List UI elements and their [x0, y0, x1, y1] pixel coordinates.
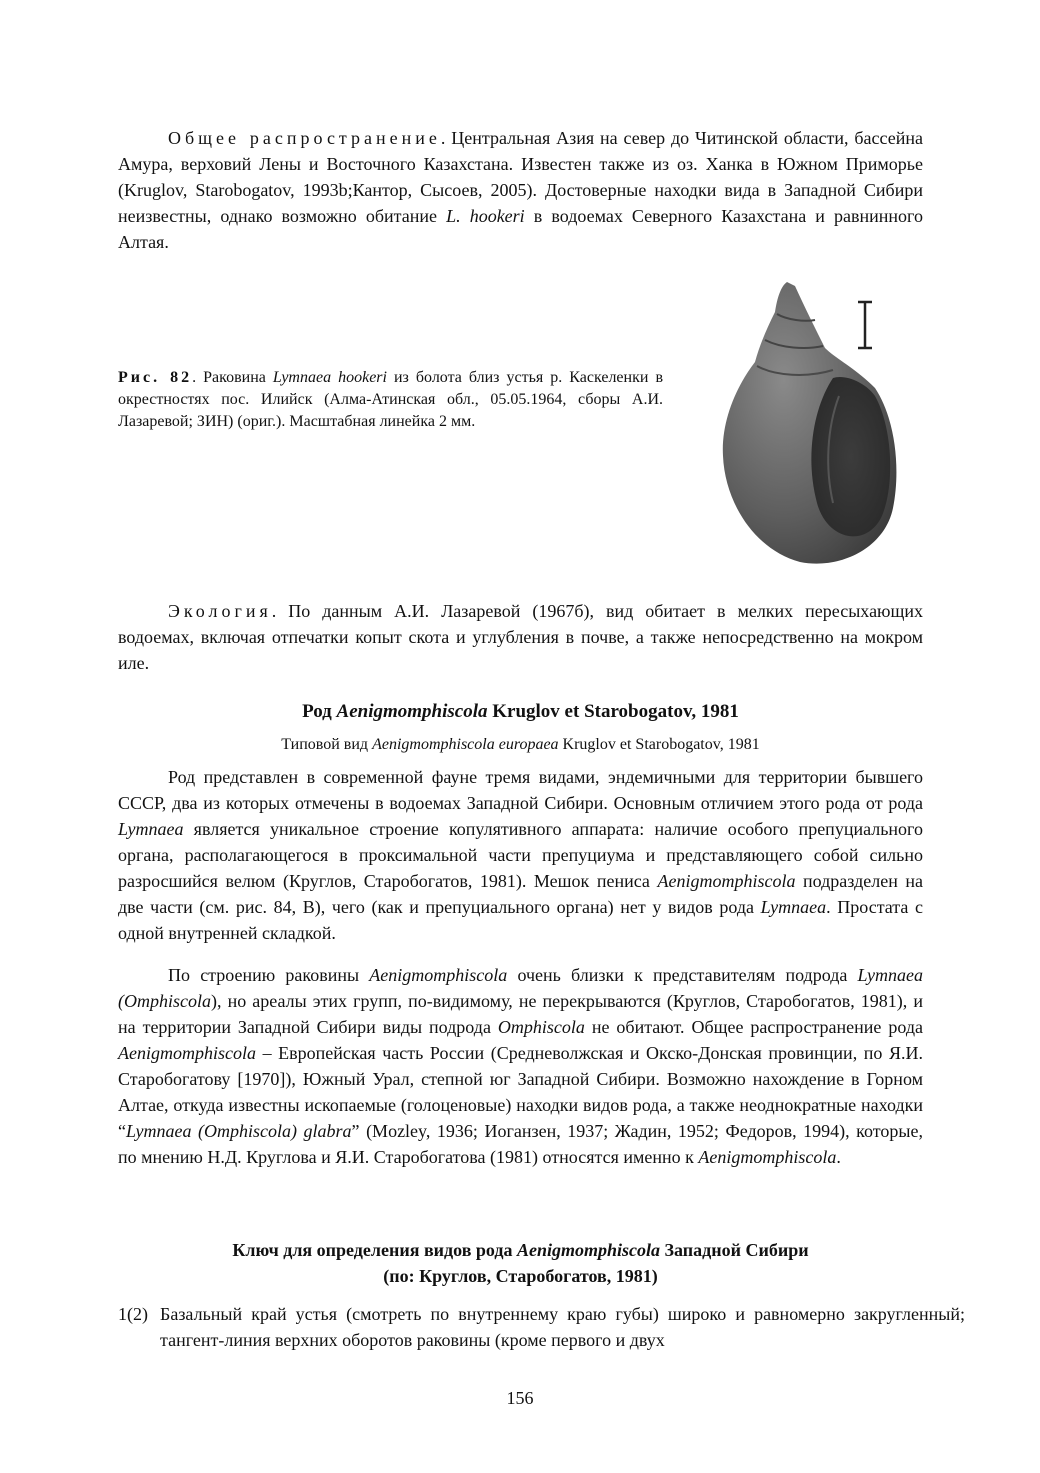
- type-species-line: [118, 734, 923, 756]
- text-run: Род представлен в современной фауне тремя видами, эндемичными для территории бывшего СССР, два из которых отмечены в водоемах Западной Сибири. Основным отличием этого рода от рода: [118, 767, 923, 813]
- page-number: 156: [506, 1388, 534, 1408]
- genus-heading: [118, 699, 923, 725]
- heading-suffix: Kruglov et Starobogatov, 1981: [487, 701, 739, 722]
- type-species-suffix: Kruglov et Starobogatov, 1981: [558, 736, 760, 753]
- text-run: ” (Mozley, 1936; Иоганзен, 1937; Жадин, 1952; Федоров, 1994), которые, по мнению Н.Д. Круглова и Я.И. Старобогатова (1981) относятся именно к: [118, 1121, 923, 1167]
- caption-species: Lymnaea hookeri: [272, 369, 387, 386]
- key-heading-genus: Aenigmomphiscola: [517, 1240, 661, 1260]
- text-run: ), но ареалы этих групп, по-видимому, не перекрываются (Круглов, Старобогатов, 1981), и на территории Западной Сибири виды подрода: [118, 991, 923, 1037]
- heading-genus: Aenigmomphiscola: [336, 701, 488, 722]
- key-heading: [118, 1237, 923, 1289]
- text-run: не обитают. Общее распространение рода: [584, 1017, 923, 1037]
- italic-run: Lymnaea (Omphiscola) glabra: [126, 1121, 352, 1141]
- figure-label: Рис. 82: [118, 369, 193, 386]
- key-heading-suffix: Западной Сибири: [660, 1240, 809, 1260]
- genus-description-paragraph: [118, 764, 923, 946]
- ecology-label: Экология: [168, 601, 272, 621]
- scale-bar: [858, 302, 872, 348]
- text-run: По строению раковины: [168, 965, 370, 985]
- key-item-number: 1(2): [118, 1304, 148, 1324]
- text-run: – Европейская часть России (Средневолжская и Окско-Донская провинции, по Я.И. Старобогатову [1970]), Южный Урал, степной юг Западной Сибири. Возможно нахождение в Горном Алтае, откуда известны ископаемые (голоценовые) находки видов рода, а также неоднократные находки “: [118, 1043, 923, 1141]
- italic-run: Lymnaea: [760, 897, 827, 917]
- distribution-text: . Центральная Азия на север до Читинской области, бассейна Амура, верховий Лены и Восточного Казахстана. Известен также из оз. Ханка в Южном Приморье (Kruglov, Starobogatov, 1993b;Кантор, Сысоев, 2005). Достоверные находки вида в Западной Сибири неизвестны, однако возможно обитание: [118, 128, 923, 226]
- italic-run: Lymnaea (Omphiscola: [118, 965, 923, 1011]
- caption-text-end: из болота близ устья р. Каскеленки в окрестностях пос. Илийск (Алма-Атинская обл., 05.05.1964, сборы А.И. Лазаревой; ЗИН) (ориг.). Масштабная линейка 2 мм.: [118, 369, 663, 430]
- ecology-paragraph: [118, 598, 923, 676]
- key-item-text: Базальный край устья (смотреть по внутреннему краю губы) широко и равномерно закругленный; тангент-линия верхних оборотов раковины (кроме первого и двух: [160, 1304, 965, 1350]
- key-item: [118, 1301, 965, 1353]
- text-run: очень близки к представителям подрода: [507, 965, 858, 985]
- species-name: L. hookeri: [446, 206, 525, 226]
- key-heading-prefix: Ключ для определения видов рода: [232, 1240, 518, 1260]
- heading-prefix: Род: [302, 701, 337, 722]
- key-heading-source: (по: Круглов, Старобогатов, 1981): [383, 1266, 658, 1286]
- ecology-text: . По данным А.И. Лазаревой (1967б), вид обитает в мелких пересыхающих водоемах, включая отпечатки копыт скота и углубления в почве, а также непосредственно на мокром иле.: [118, 601, 923, 673]
- type-species-name: Aenigmomphiscola europaea: [372, 736, 559, 753]
- text-run: является уникальное строение копулятивного аппарата: наличие особого препуциального органа, располагающегося в проксимальной части препуциума и представляющего собой сильно разросшийся велюм (Круглов, Старобогатов, 1981). Мешок пениса: [118, 819, 923, 891]
- italic-run: Omphiscola: [497, 1017, 585, 1037]
- figure-caption: [118, 367, 663, 433]
- shell-comparison-paragraph: [118, 962, 923, 1170]
- shell-photo: [715, 278, 905, 568]
- text-run: подразделен на две части (см. рис. 84, В), чего (как и препуциального органа) нет у видов рода: [118, 871, 924, 917]
- text-run: .: [836, 1147, 841, 1167]
- italic-run: Lymnaea: [118, 819, 184, 839]
- distribution-label: Общее распространение: [168, 128, 441, 148]
- italic-run: Aenigmomphiscola: [118, 1043, 256, 1063]
- italic-run: Aenigmomphiscola: [657, 871, 796, 891]
- type-species-prefix: Типовой вид: [281, 736, 373, 753]
- caption-text: . Раковина: [192, 369, 273, 386]
- distribution-text-end: в водоемах Северного Казахстана и равнинного Алтая.: [118, 206, 923, 252]
- shell-icon: [723, 282, 897, 564]
- italic-run: Aenigmomphiscola: [369, 965, 508, 985]
- italic-run: Aenigmomphiscola: [698, 1147, 837, 1167]
- distribution-paragraph: [118, 125, 923, 255]
- text-run: . Простата с одной внутренней складкой.: [118, 897, 923, 943]
